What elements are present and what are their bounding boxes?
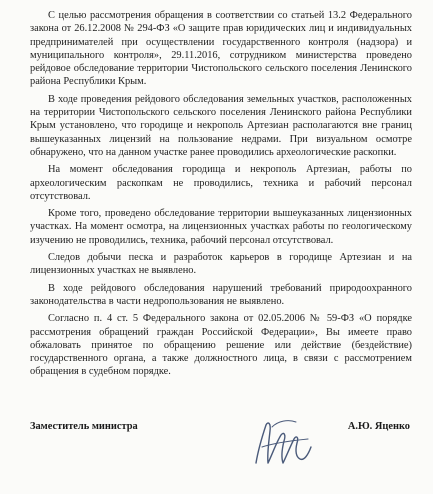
signer-name: А.Ю. Яценко [347,421,410,432]
paragraph-inspection-findings: В ходе проведения рейдового обследования земельных участков, расположенных на территории Чистопольского сельского поселения Ленинского района Республики Крым установлено, что городище и некрополь Артезиан располагаются вне границ вышеуказанных лицензий на пользование недрами. При визуальном осмотре обнаружено, что на данном участке ранее проводились археологические раскопки. [30,93,412,158]
paragraph-site-status: На момент обследования городища и некрополь Артезиан, работы по археологическим раскопкам не проводились, техника и рабочий персонал отсутствовал. [30,164,412,202]
paragraph-no-mining-traces: Следов добычи песка и разработок карьеров в городище Артезиан и на лицензионных участках не выявлено. [30,252,412,277]
paragraph-license-areas: Кроме того, проведено обследование территории вышеуказанных лицензионных участках. На момент осмотра, на лицензионных участках работы по геологическому изучению не проводились, техника, рабочий персонал отсутствовал. [30,208,412,246]
handwritten-signature [248,413,323,471]
paragraph-appeal-rights: Согласно п. 4 ст. 5 Федерального закона от 02.05.2006 № 59-ФЗ «О порядке рассмотрения обращений граждан Российской Федерации», Вы имеете право обжаловать принятое по обращению решение или действие (бездействие) государственного органа, а также должностного лица, в связи с рассмотрением обращения в судебном порядке. [30,313,412,378]
paragraph-no-violations: В ходе рейдового обследования нарушений требований природоохранного законодательства в части недропользования не выявлено. [30,282,412,307]
paragraph-legal-basis: С целью рассмотрения обращения в соответствии со статьей 13.2 Федерального закона от 26.12.2008 № 294-ФЗ «О защите прав юридических лиц и индивидуальных предпринимателей при осуществлении государственного контроля (надзора) и муниципального контроля», 29.11.2016, сотрудником министерства проведено рейдовое обследование территории Чистопольского сельского поселения Ленинского района Республики Крым. [30,10,412,88]
letter-body [30,9,412,383]
signature-block [30,413,412,473]
position-title: Заместитель министра [30,421,138,432]
